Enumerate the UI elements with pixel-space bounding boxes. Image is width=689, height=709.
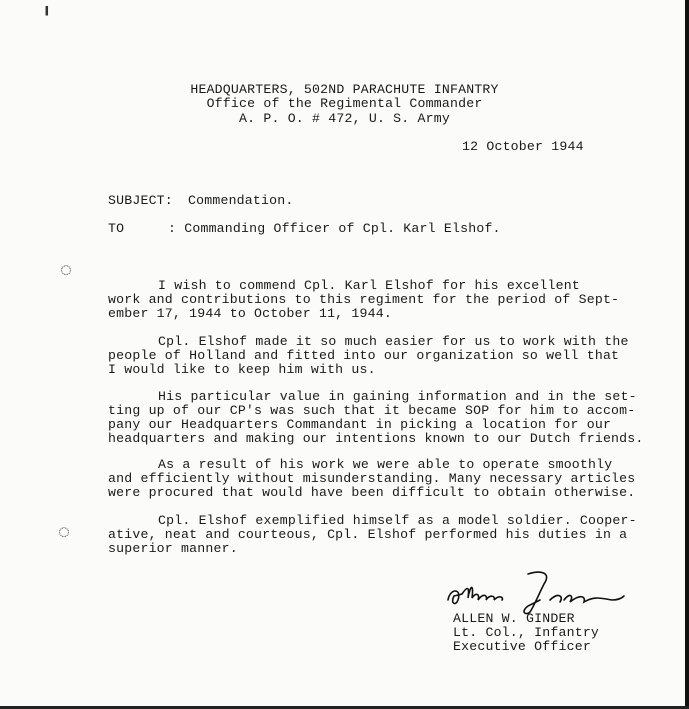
body-line: I wish to commend Cpl. Karl Elshof for his excellent (158, 278, 580, 293)
signatory-title: Executive Officer (453, 639, 591, 654)
to-value: : Commanding Officer of Cpl. Karl Elshof. (168, 221, 501, 236)
signatory-name: ALLEN W. GINDER (453, 611, 575, 626)
body-line: were procured that would have been difficult to obtain otherwise. (108, 485, 636, 500)
body-line: people of Holland and fitted into our organization so well that (108, 348, 620, 363)
body-line: Cpl. Elshof exemplified himself as a model soldier. Cooper- (158, 513, 637, 528)
body-line: and efficiently without misunderstanding. Many necessary articles (108, 471, 636, 486)
subject-value: Commendation. (188, 193, 294, 208)
body-line: His particular value in gaining information and in the set- (158, 389, 637, 404)
letterhead-line3: A. P. O. # 472, U. S. Army (239, 111, 450, 126)
body-line: headquarters and making our intentions known to our Dutch friends. (108, 431, 644, 446)
body-line: As a result of his work we were able to operate smoothly (158, 457, 613, 472)
letterhead-line2: Office of the Regimental Commander (206, 96, 483, 111)
body-line: Cpl. Elshof made it so much easier for us to work with the (158, 334, 629, 349)
punch-hole-mark: ◌ (60, 260, 73, 283)
body-line: ting up of our CP's was such that it became SOP for him to accom- (108, 403, 636, 418)
body-line: superior manner. (108, 541, 238, 556)
letter-date: 12 October 1944 (462, 139, 584, 154)
letterhead-line1: HEADQUARTERS, 502ND PARACHUTE INFANTRY (190, 82, 499, 97)
body-line: work and contributions to this regiment for the period of Sept- (108, 292, 620, 307)
handwritten-signature (440, 566, 630, 616)
scan-mark: ╹ (42, 8, 52, 26)
body-line: ative, neat and courteous, Cpl. Elshof performed his duties in a (108, 527, 628, 542)
body-line: ember 17, 1944 to October 11, 1944. (108, 306, 392, 321)
signatory-rank: Lt. Col., Infantry (453, 625, 600, 640)
subject-label: SUBJECT: (108, 193, 173, 208)
to-label: TO (108, 221, 125, 236)
punch-hole-mark: ◌ (58, 522, 71, 545)
body-line: I would like to keep him with us. (108, 362, 376, 377)
body-line: pany our Headquarters Commandant in picking a location for our (108, 417, 612, 432)
